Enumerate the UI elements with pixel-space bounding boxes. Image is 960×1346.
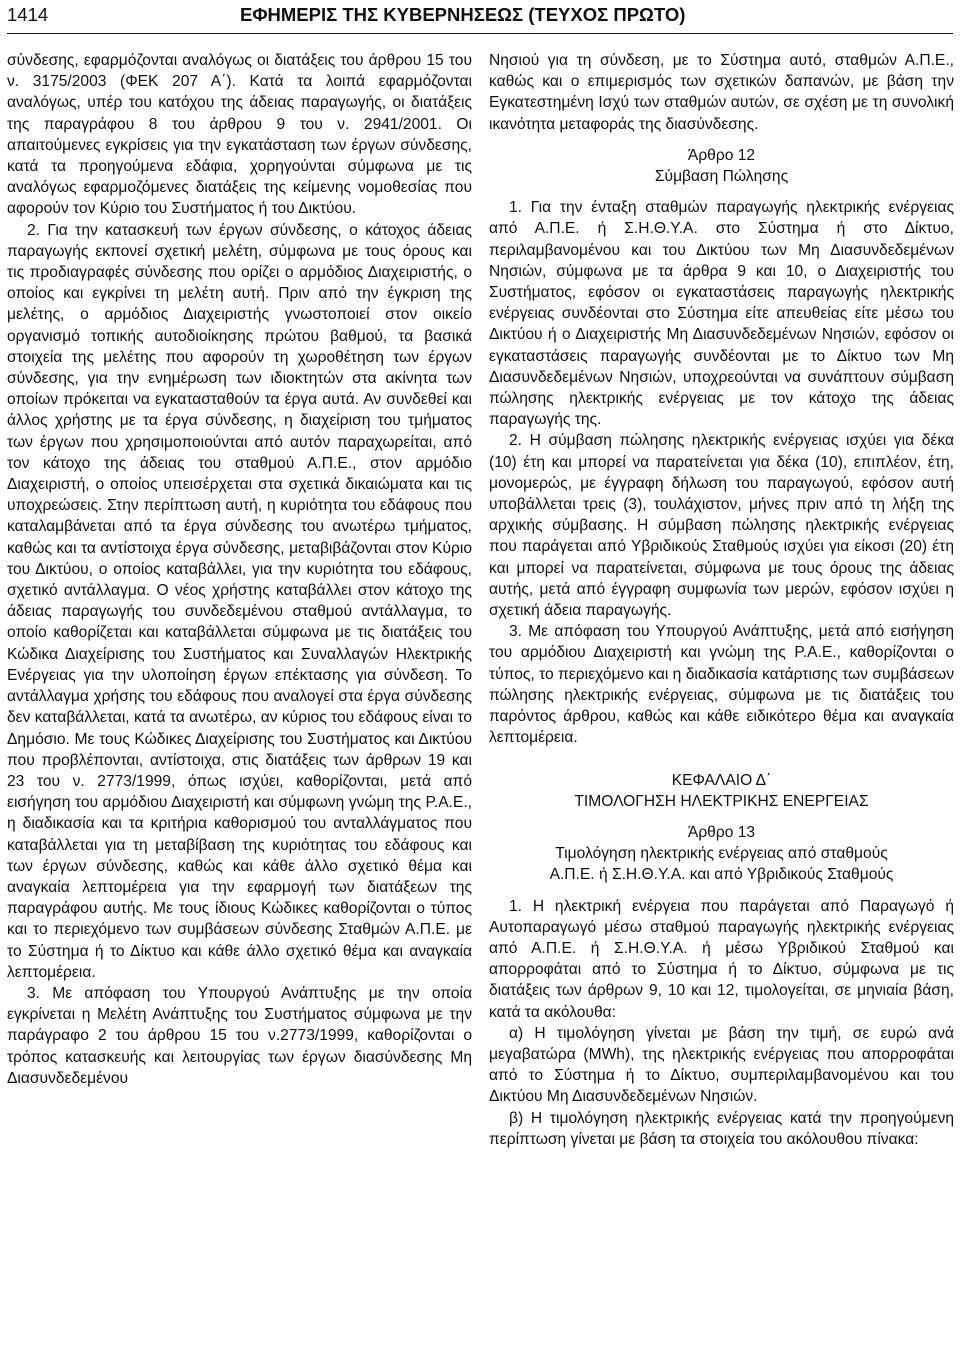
- right-column: [489, 50, 954, 1150]
- paragraph: β) Η τιμολόγηση ηλεκτρικής ενέργειας κατά την προηγούμενη περίπτωση γίνεται με βάση τα στοιχεία του ακόλουθου πίνακα:: [489, 1109, 954, 1148]
- paragraph: Νησιού για τη σύνδεση, με το Σύστημα αυτό, σταθμών Α.Π.Ε., καθώς και ο επιμερισμός των σχετικών δαπανών, με βάση την Εγκατεστημένη Ισχύ των σταθμών αυτών, σε σχέση με τη συνολική ικανότητα μεταφοράς της διασύνδεσης.: [489, 52, 954, 133]
- paragraph: α) Η τιμολόγηση γίνεται με βάση την τιμή, σε ευρώ ανά μεγαβατώρα (MWh), της ηλεκτρικής ενέργειας που απορροφάται από το Σύστημα ή το Δίκτυο, συμπεριλαμβανομένου και του Δικτύου Μη Διασυνδεδεμένων Νησιών.: [489, 1024, 954, 1106]
- article-12-title: Άρθρο 12: [687, 146, 756, 164]
- article-12-subtitle: Σύμβαση Πώλησης: [654, 168, 789, 186]
- article-13-subtitle-line-2: Α.Π.Ε. ή Σ.Η.Θ.Υ.Α. και από Υβριδικούς Σταθμούς: [549, 866, 894, 884]
- paragraph: 1. Η ηλεκτρική ενέργεια που παράγεται από Παραγωγό ή Αυτοπαραγωγό μέσω σταθμού παραγωγής ηλεκτρικής ενέργειας από Α.Π.Ε. ή Σ.Η.Θ.Υ.Α. ή μέσω Υβριδικού Σταθμού και απορροφάται από το Σύστημα ή το Δίκτυο, σύμφωνα με τις διατάξεις των άρθρων 9, 10 και 12, τιμολογείται, σε μηνιαία βάση, κατά τα ακόλουθα:: [489, 897, 954, 1021]
- gazette-title: ΕΦΗΜΕΡΙΣ ΤΗΣ ΚΥΒΕΡΝΗΣΕΩΣ (ΤΕΥΧΟΣ ΠΡΩΤΟ): [240, 4, 686, 25]
- left-column: [7, 50, 472, 1089]
- paragraph: σύνδεσης, εφαρμόζονται αναλόγως οι διατάξεις του άρθρου 15 του ν. 3175/2003 (ΦΕΚ 207 Α΄). Κατά τα λοιπά εφαρμόζονται αναλόγως, υπέρ του κατόχου της άδειας παραγωγής, οι διατάξεις της παραγράφου 8 του άρθρου 9 του ν. 2941/2001. Οι απαιτούμενες εγκρίσεις για την εγκατάσταση των έργων σύνδεσης, κατά τα προηγούμενα εδάφια, χορηγούνται σύμφωνα με τις αναλόγως εφαρμοζόμενες διατάξεις της κείμενης νομοθεσίας που αφορούν τον Κύριο του Συστήματος ή του Δικτύου.: [7, 52, 472, 218]
- paragraph: 2. Η σύμβαση πώλησης ηλεκτρικής ενέργειας ισχύει για δέκα (10) έτη και μπορεί να παρατείνεται για δέκα (10), επιπλέον, έτη, μονομερώς, με έγγραφη δήλωση του παραγωγού, εφόσον αυτή υποβάλλεται τρεις (3), τουλάχιστον, μήνες πριν από τη λήξη της αρχικής σύμβασης. Η σύμβαση πώλησης ηλεκτρικής ενέργειας που παράγεται από Υβριδικούς Σταθμούς ισχύει για είκοσι (20) έτη και μπορεί να παρατείνεται, σύμφωνα με τους όρους της άδειας αυτής, μετά από έγγραφη συμφωνία των μερών, εφόσον ισχύει η σχετική άδεια παραγωγής.: [489, 432, 954, 620]
- paragraph: 1. Για την ένταξη σταθμών παραγωγής ηλεκτρικής ενέργειας από Α.Π.Ε. ή Σ.Η.Θ.Υ.Α. στο Σύστημα ή στο Δίκτυο, περιλαμβανομένου και του Δικτύου των Μη Διασυνδεδεμένων Νησιών, σύμφωνα με τα άρθρα 9 και 10, ο Διαχειριστής του Συστήματος, εφόσον οι εγκαταστάσεις παραγωγής ηλεκτρικής ενέργειας συνδέονται στο Σύστημα είτε απευθείας είτε μέσω του Δικτύου ή ο Διαχειριστής Μη Διασυνδεδεμένων Νησιών, εφόσον οι εγκαταστάσεις παραγωγής συνδέονται με το Δίκτυο των Μη Διασυνδεδεμένων Νησιών, υποχρεούνται να συνάπτουν σύμβαση πώλησης ηλεκτρικής ενέργειας με τον κάτοχο της άδειας παραγωγής της.: [489, 199, 954, 429]
- article-13-subtitle-line-1: Τιμολόγηση ηλεκτρικής ενέργειας από σταθμούς: [555, 845, 888, 863]
- chapter-title: ΚΕΦΑΛΑΙΟ Δ΄: [671, 771, 772, 789]
- chapter-subtitle: ΤΙΜΟΛΟΓΗΣΗ ΗΛΕΚΤΡΙΚΗΣ ΕΝΕΡΓΕΙΑΣ: [574, 792, 869, 810]
- page-number: 1414: [7, 4, 49, 25]
- paragraph: 3. Με απόφαση του Υπουργού Ανάπτυξης με την οποία εγκρίνεται η Μελέτη Ανάπτυξης του Συστήματος σύμφωνα με την παράγραφο 2 του άρθρου 15 του ν.2773/1999, καθορίζονται ο τρόπος κατασκευής και λειτουργίας των έργων διασύνδεσης Μη Διασυνδεδεμένου: [7, 984, 472, 1087]
- paragraph: 3. Με απόφαση του Υπουργού Ανάπτυξης, μετά από εισήγηση του αρμόδιου Διαχειριστή και γνώμη της Ρ.Α.Ε., καθορίζονται ο τύπος, το περιεχόμενο και η διαδικασία κατάρτισης των συμβάσεων πώλησης ηλεκτρικής ενέργειας, σύμφωνα με τις διατάξεις του παρόντος άρθρου, καθώς και κάθε ειδικότερο θέμα και αναγκαία λεπτομέρεια.: [489, 623, 954, 747]
- header-rule: [7, 33, 953, 34]
- article-13-title: Άρθρο 13: [687, 823, 756, 841]
- paragraph: 2. Για την κατασκευή των έργων σύνδεσης, ο κάτοχος άδειας παραγωγής εκπονεί σχετική μελέτη, σύμφωνα με τους όρους και τις προδιαγραφές σύνδεσης που ορίζει ο αρμόδιος Διαχειριστής, ο οποίος και εγκρίνει τη μελέτη αυτή. Πριν από την έγκριση της μελέτης, ο αρμόδιος Διαχειριστής γνωστοποιεί στον οικείο οργανισμό τοπικής αυτοδιοίκησης πρώτου βαθμού, τα βασικά στοιχεία της μελέτης που αφορούν τη χωροθέτηση των έργων σύνδεσης, για την ενημέρωση των ιδιοκτητών στα ακίνητα των οποίων πρόκειται να εγκατασταθούν τα έργα αυτά. Αν συνδεθεί και άλλος χρήστης με τα έργα σύνδεσης, η διαχείριση του τμήματος των έργων που χρησιμοποιούνται από αυτόν παραχωρείται, από τον κάτοχο της άδειας του σταθμού Α.Π.Ε., στον αρμόδιο Διαχειριστή, ο οποίος υπεισέρχεται στα σχετικά δικαιώματα και τις υποχρεώσεις. Στην περίπτωση αυτή, η κυριότητα του εδάφους που καταλαμβάνεται από τα έργα σύνδεσης του ανωτέρω τμήματος, καθώς και τα αντίστοιχα έργα σύνδεσης, μεταβιβάζονται στον Κύριο του Δικτύου, ο οποίος καταβάλλει, για την κυριότητα του εδάφους, σχετικό αντάλλαγμα. Ο νέος χρήστης καταβάλλει στον κάτοχο της άδειας παραγωγής του συνδεδεμένου σταθμού αντάλλαγμα, το οποίο καθορίζεται και καταβάλλεται σύμφωνα με τις διατάξεις του Κώδικα Διαχείρισης του Συστήματος και Συναλλαγών Ηλεκτρικής Ενέργειας για την υλοποίηση έργων επέκτασης για σύνδεση. Το αντάλλαγμα χρήσης του εδάφους που αναλογεί στα έργα σύνδεσης δεν καταβάλλεται, κατά τα ανωτέρω, αν κύριος του εδάφους είναι το Δημόσιο. Με τους Κώδικες Διαχείρισης του Συστήματος και Δικτύου που προβλέπονται, αντίστοιχα, στις διατάξεις των άρθρων 19 και 23 του ν. 2773/1999, όπως ισχύει, καθορίζονται, μετά από εισήγηση του αρμόδιου Διαχειριστή και σύμφωνη γνώμη της Ρ.Α.Ε., η διαδικασία και τα κριτήρια καθορισμού του ανταλλάγματος που καταβάλλεται για τη μεταβίβαση της κυριότητας του εδάφους και των έργων σύνδεσης, καθώς και κάθε άλλο σχετικό θέμα και αναγκαία λεπτομέρεια για την εφαρμογή των διατάξεων της παραγράφου αυτής. Με τους ίδιους Κώδικες καθορίζονται ο τύπος και το περιεχόμενο των συμβάσεων σύνδεσης Σταθμών Α.Π.Ε. με το Σύστημα ή το Δίκτυο και κάθε άλλο σχετικό θέμα και αναγκαία λεπτομέρεια.: [7, 221, 472, 981]
- page-header: [7, 0, 953, 33]
